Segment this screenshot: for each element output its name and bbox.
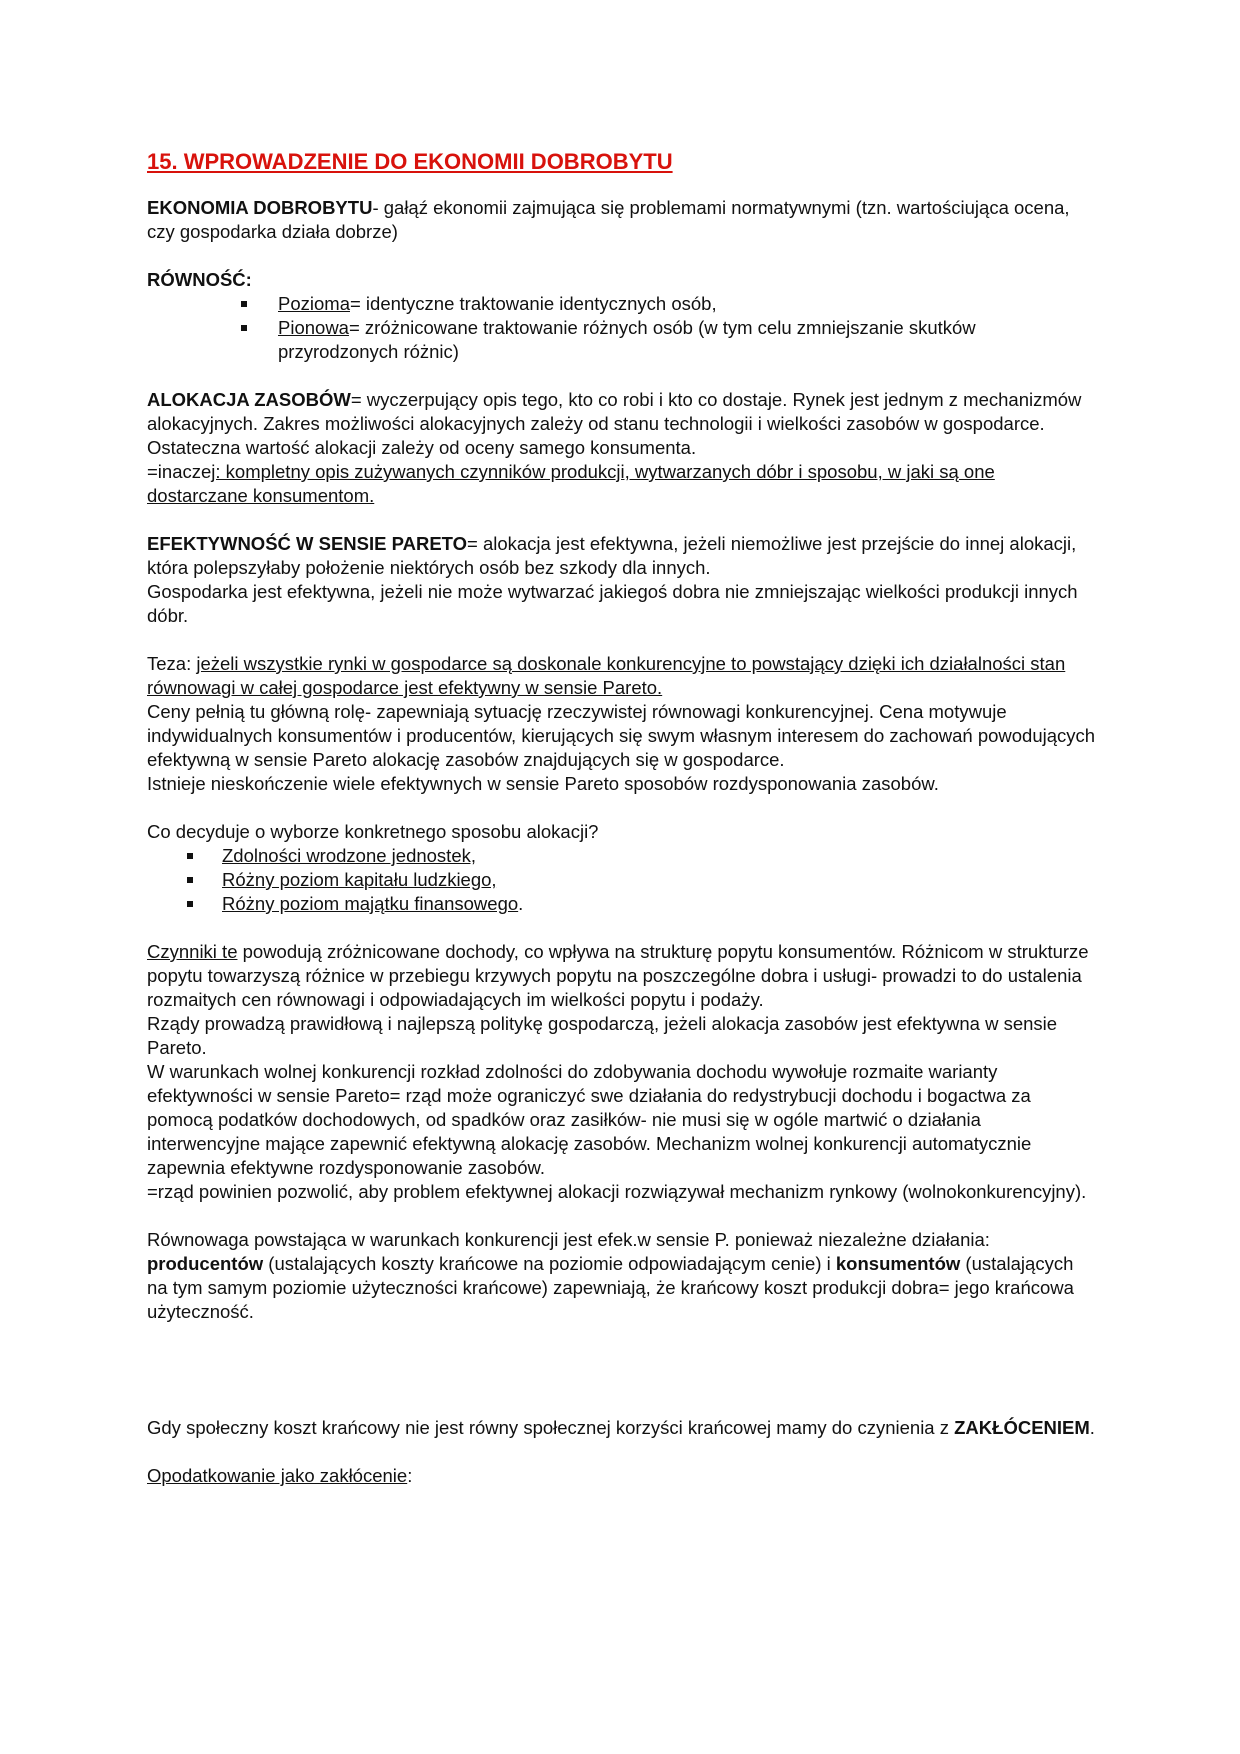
producers-term: producentów [147, 1253, 264, 1274]
welfare-economics-text: - gałąź ekonomii zajmująca się problemami normatywnymi (tzn. wartościująca ocena, czy gospodarka działa dobrze) [147, 197, 1070, 242]
free-competition-paragraph: W warunkach wolnej konkurencji rozkład zdolności do zdobywania dochodu wywołuje rozmaite warianty efektywności w sensie Pareto= rząd może ograniczyć swe działania do redystrybucji dochodu i bogactwa za pomocą podatków dochodowych, od spadków oraz zasiłków- nie musi się w ogóle martwić o działania interwencyjne mające zapewnić efektywną alokację zasobów. Mechanizm wolnej konkurencji automatycznie zapewnia efektywne rozdysponowanie zasobów. [147, 1061, 1032, 1178]
distortion-tail: . [1089, 1417, 1095, 1438]
resource-allocation-alt-prefix: =inacze [147, 461, 212, 482]
allocation-factors-list [147, 844, 1097, 916]
resource-allocation-term: ALOKACJA ZASOBÓW [147, 389, 351, 410]
distortion-paragraph [147, 1416, 1097, 1440]
allocation-choice-section [147, 820, 1097, 916]
pareto-efficiency-term: EFEKTYWNOŚĆ W SENSIE PARETO [147, 533, 468, 554]
thesis-label: Teza: [147, 653, 197, 674]
equilibrium-text-1: Równowaga powstająca w warunkach konkurencji jest efek.w sensie P. ponieważ niezależne działania: [147, 1229, 990, 1250]
pareto-efficiency-section [147, 532, 1097, 628]
equilibrium-text-2: (ustalających koszty krańcowe na poziomie odpowiadającym cenie) i [263, 1253, 836, 1274]
factors-effects-section [147, 940, 1097, 1204]
thesis-text: jeżeli wszystkie rynki w gospodarce są doskonale konkurencyjne to powstający dzięki ich działalności stan równowagi w całej gospodarce jest efektywny w sensie Pareto. [147, 653, 1066, 698]
equality-horizontal-term: Pozioma [278, 293, 350, 314]
allocation-choice-question: Co decyduje o wyborze konkretnego sposobu alokacji? [147, 821, 599, 842]
pareto-efficiency-definition [147, 532, 1097, 580]
list-item [147, 892, 1097, 916]
equality-horizontal-text: = identyczne traktowanie identycznych osób, [349, 293, 717, 314]
taxation-heading-tail: : [407, 1465, 413, 1486]
factor-financial-assets: Różny poziom majątku finansowego [222, 893, 519, 914]
list-item [147, 292, 1097, 316]
thesis-paragraph [147, 652, 1097, 700]
equilibrium-text-3: (ustalających na tym samym poziomie użyteczności krańcowe) zapewniają, że krańcowy koszt produkcji dobra= jego krańcowa użyteczność. [147, 1253, 1074, 1322]
document-page [147, 148, 1097, 1488]
consumers-term: konsumentów [835, 1253, 961, 1274]
list-item [147, 868, 1097, 892]
factor-innate-abilities: Zdolności wrodzone jednostek, [222, 845, 477, 866]
competitive-equilibrium-paragraph [147, 1228, 1097, 1324]
taxation-heading [147, 1464, 1097, 1488]
factors-effects-paragraph [147, 940, 1097, 1012]
factor-human-capital: Różny poziom kapitału ludzkiego, [222, 869, 497, 890]
factors-effects-text: powodują zróżnicowane dochody, co wpływa na strukturę popytu konsumentów. Różnicom w strukturze popytu towarzyszą różnice w przebiegu krzywych popytu na poszczególne dobra i usługi- prowadzi to do ustalenia rozmaitych cen równowagi i odpowiadających im wielkości popytu i podaży. [147, 941, 1089, 1010]
taxation-heading-text: Opodatkowanie jako zakłócenie [147, 1465, 408, 1486]
list-item [147, 316, 1097, 364]
thesis-section [147, 652, 1097, 796]
list-item [147, 844, 1097, 868]
infinite-allocations-paragraph: Istnieje nieskończenie wiele efektywnych w sensie Pareto sposobów rozdysponowania zasobów. [147, 773, 939, 794]
factors-effects-lead: Czynniki te [147, 941, 238, 962]
resource-allocation-text: = wyczerpujący opis tego, kto co robi i kto co dostaje. Rynek jest jednym z mechanizmów alokacyjnych. Zakres możliwości alokacyjnych zależy od stanu technologii i wielkości zasobów w gospodarce. Ostateczna wartość alokacji zależy od oceny samego konsumenta. [147, 389, 1082, 458]
resource-allocation-definition [147, 388, 1097, 508]
equality-list [147, 292, 1097, 364]
welfare-economics-definition [147, 196, 1097, 244]
government-policy-paragraph: Rządy prowadzą prawidłową i najlepszą politykę gospodarczą, jeżeli alokacja zasobów jest efektywna w sensie Pareto. [147, 1013, 1058, 1058]
equality-vertical-text: = zróżnicowane traktowanie różnych osób (w tym celu zmniejszanie skutków przyrodzonych różnic) [278, 317, 976, 362]
distortion-term: ZAKŁÓCENIEM [954, 1417, 1090, 1438]
page-title: 15. WPROWADZENIE DO EKONOMII DOBROBYTU [147, 149, 673, 174]
resource-allocation-alt-text: j: kompletny opis zużywanych czynników produkcji, wytwarzanych dóbr i sposobu, w jaki są one dostarczane konsumentom. [147, 461, 995, 506]
prices-paragraph: Ceny pełnią tu główną rolę- zapewniają sytuację rzeczywistej równowagi konkurencyjnej. Cena motywuje indywidualnych konsumentów i producentów, kierujących się swym własnym interesem do zachowań powodujących efektywną w sensie Pareto alokację zasobów znajdujących się w gospodarce. [147, 701, 1096, 770]
pareto-efficiency-text: = alokacja jest efektywna, jeżeli niemożliwe jest przejście do innej alokacji, która polepszyłaby położenie niektórych osób bez szkody dla innych. [147, 533, 1077, 578]
distortion-text: Gdy społeczny koszt krańcowy nie jest równy społecznej korzyści krańcowej mamy do czynienia z [147, 1417, 955, 1438]
equality-vertical-term: Pionowa [278, 317, 349, 338]
equality-section [147, 268, 1097, 364]
blank-space [147, 1324, 1097, 1416]
equality-heading: RÓWNOŚĆ: [147, 269, 252, 290]
factor-financial-assets-tail: . [518, 893, 524, 914]
welfare-economics-term: EKONOMIA DOBROBYTU [147, 197, 373, 218]
pareto-efficiency-text-2: Gospodarka jest efektywna, jeżeli nie może wytwarzać jakiegoś dobra nie zmniejszając wielkości produkcji innych dóbr. [147, 581, 1078, 626]
government-conclusion-paragraph: =rząd powinien pozwolić, aby problem efektywnej alokacji rozwiązywał mechanizm rynkowy (wolnokonkurencyjny). [147, 1181, 1087, 1202]
